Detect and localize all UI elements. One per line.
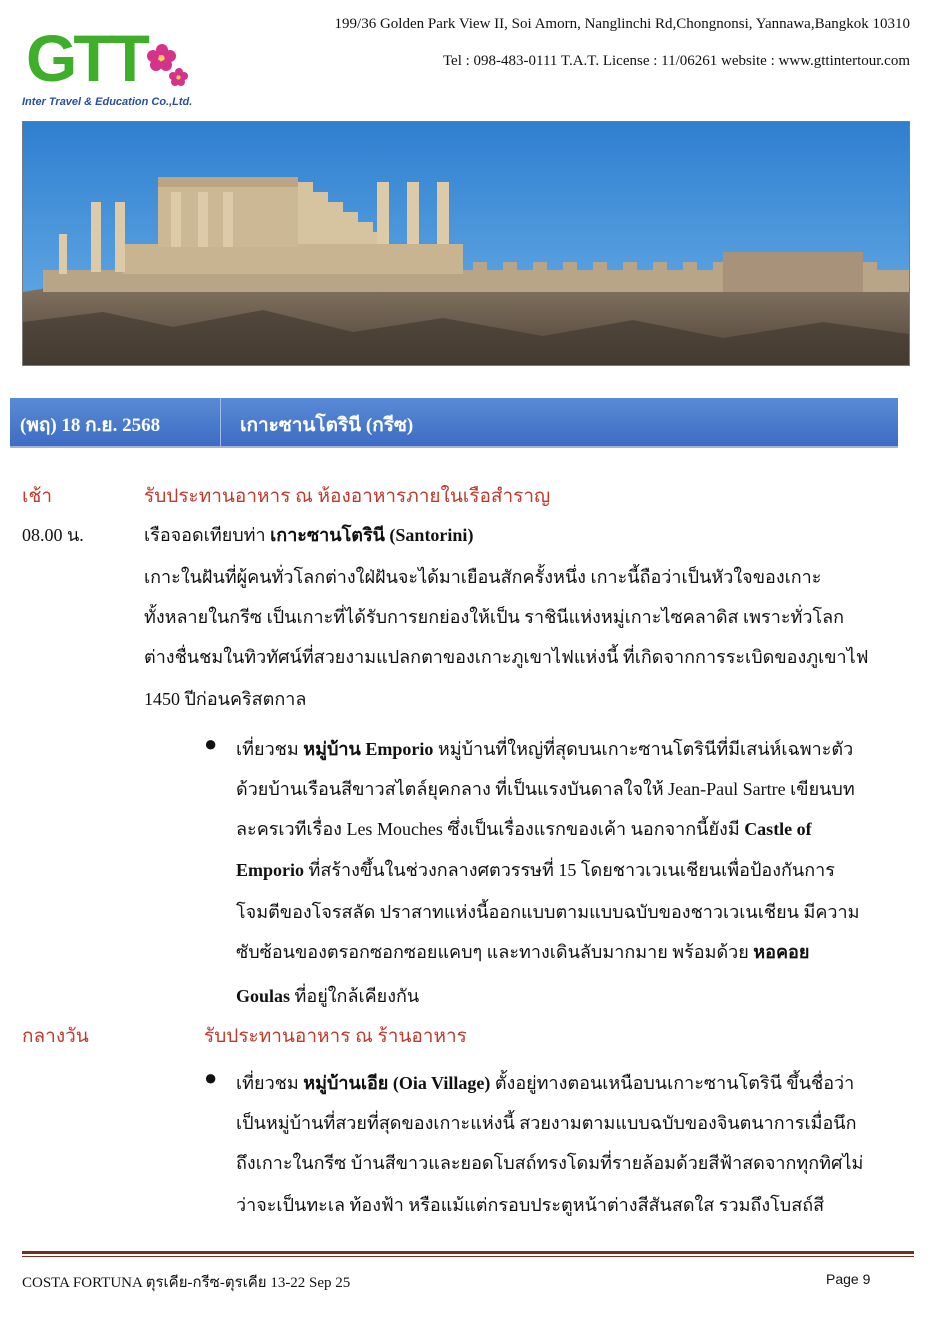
page-number: Page 9: [826, 1271, 871, 1287]
footer-tour-name: COSTA FORTUNA ตุรเคีย-กรีซ-ตุรเคีย 13-22 Sep 25: [22, 1275, 351, 1291]
emporio-line-1: เที่ยวชม หมู่บ้าน Emporio หมู่บ้านที่ใหญ่ที่สุดบนเกาะซานโตรินีที่มีเสน่ห์เฉพาะตัว: [236, 739, 854, 759]
emporio-line-5: โจมตีของโจรสลัด ปราสาทแห่งนี้ออกแบบตามแบบฉบับของชาวเวเนเชียน มีความ: [236, 902, 860, 922]
oia-line-4: ว่าจะเป็นทะเล ท้องฟ้า หรือแม้แต่กรอบประตูหน้าต่างสีสันสดใส รวมถึงโบสถ์สี: [236, 1195, 825, 1215]
oia-line-1: เที่ยวชม หมู่บ้านเอีย (Oia Village) ตั้งอยู่ทางตอนเหนือบนเกาะซานโตรินี ขึ้นชื่อว่า: [236, 1073, 855, 1093]
bullet-dot: ●: [204, 731, 218, 756]
company-logo: [20, 18, 193, 113]
emporio-line-2: ด้วยบ้านเรือนสีขาวสไตล์ยุคกลาง ที่เป็นแรงบันดาลใจให้ Jean-Paul Sartre เขียนบท: [236, 779, 855, 799]
morning-label: เช้า: [22, 486, 53, 507]
bullet-dot: ●: [204, 1065, 218, 1090]
day-date: (พฤ) 18 ก.ย. 2568: [20, 415, 161, 436]
flower-icon: [132, 32, 192, 92]
logo-subtitle: Inter Travel & Education Co.,Ltd.: [22, 96, 193, 108]
lunch-meal: รับประทานอาหาร ณ ร้านอาหาร: [204, 1026, 467, 1047]
company-contact: Tel : 098-483-0111 T.A.T. License : 11/06261 website : www.gttintertour.com: [442, 53, 910, 69]
logo-text: GTT: [26, 21, 146, 95]
oia-line-2: เป็นหมู่บ้านที่สวยที่สุดของเกาะแห่งนี้ สวยงามตามแบบฉบับของจินตนาการเมื่อนึก: [236, 1113, 857, 1133]
emporio-line-4: Emporio ที่สร้างขึ้นในช่วงกลางศตวรรษที่ 15 โดยชาวเวเนเชียนเพื่อป้องกันการ: [236, 860, 835, 880]
emporio-line-3: ละครเวทีเรื่อง Les Mouches ซึ่งเป็นเรื่องแรกของเค้า นอกจากนี้ยังมี Castle of: [236, 819, 812, 839]
arrival-title: เรือจอดเทียบท่า เกาะซานโตรินี (Santorini): [144, 525, 474, 545]
footer-rule: [22, 1251, 914, 1254]
footer-rule-thin: [22, 1256, 914, 1257]
company-address: 199/36 Golden Park View II, Soi Amorn, Nanglinchi Rd,Chongnonsi, Yannawa,Bangkok 10310: [334, 16, 910, 32]
arrival-desc-line-4: 1450 ปีก่อนคริสตกาล: [144, 689, 307, 709]
day-bar-divider: [220, 398, 221, 446]
lunch-label: กลางวัน: [22, 1026, 89, 1047]
arrival-desc-line-2: ทั้งหลายในกรีซ เป็นเกาะที่ได้รับการยกย่องให้เป็น ราชินีแห่งหมู่เกาะไซคลาดิส เพราะทั่วโลก: [144, 607, 845, 627]
morning-meal: รับประทานอาหาร ณ ห้องอาหารภายในเรือสำราญ: [144, 486, 551, 507]
arrival-desc-line-3: ต่างชื่นชมในทิวทัศน์ที่สวยงามแปลกตาของเกาะภูเขาไฟแห่งนี้ ที่เกิดจากการระเบิดของภูเขาไฟ: [144, 647, 869, 667]
arrival-time: 08.00 น.: [22, 525, 84, 545]
day-header-bar: [10, 398, 898, 448]
oia-line-3: ถึงเกาะในกรีซ บ้านสีขาวและยอดโบสถ์ทรงโดมที่รายล้อมด้วยสีฟ้าสดจากทุกทิศไม่: [236, 1153, 864, 1173]
emporio-line-7: Goulas ที่อยู่ใกล้เคียงกัน: [236, 986, 420, 1006]
day-destination: เกาะซานโตรินี (กรีซ): [240, 415, 414, 436]
arrival-desc-line-1: เกาะในฝันที่ผู้คนทั่วโลกต่างใฝ่ฝันจะได้มาเยือนสักครั้งหนึ่ง เกาะนี้ถือว่าเป็นหัวใจของเกาะ: [144, 567, 822, 587]
acropolis-photo: [22, 121, 910, 366]
emporio-line-6: ซับซ้อนของตรอกซอกซอยแคบๆ และทางเดินลับมากมาย พร้อมด้วย หอคอย: [236, 942, 810, 962]
